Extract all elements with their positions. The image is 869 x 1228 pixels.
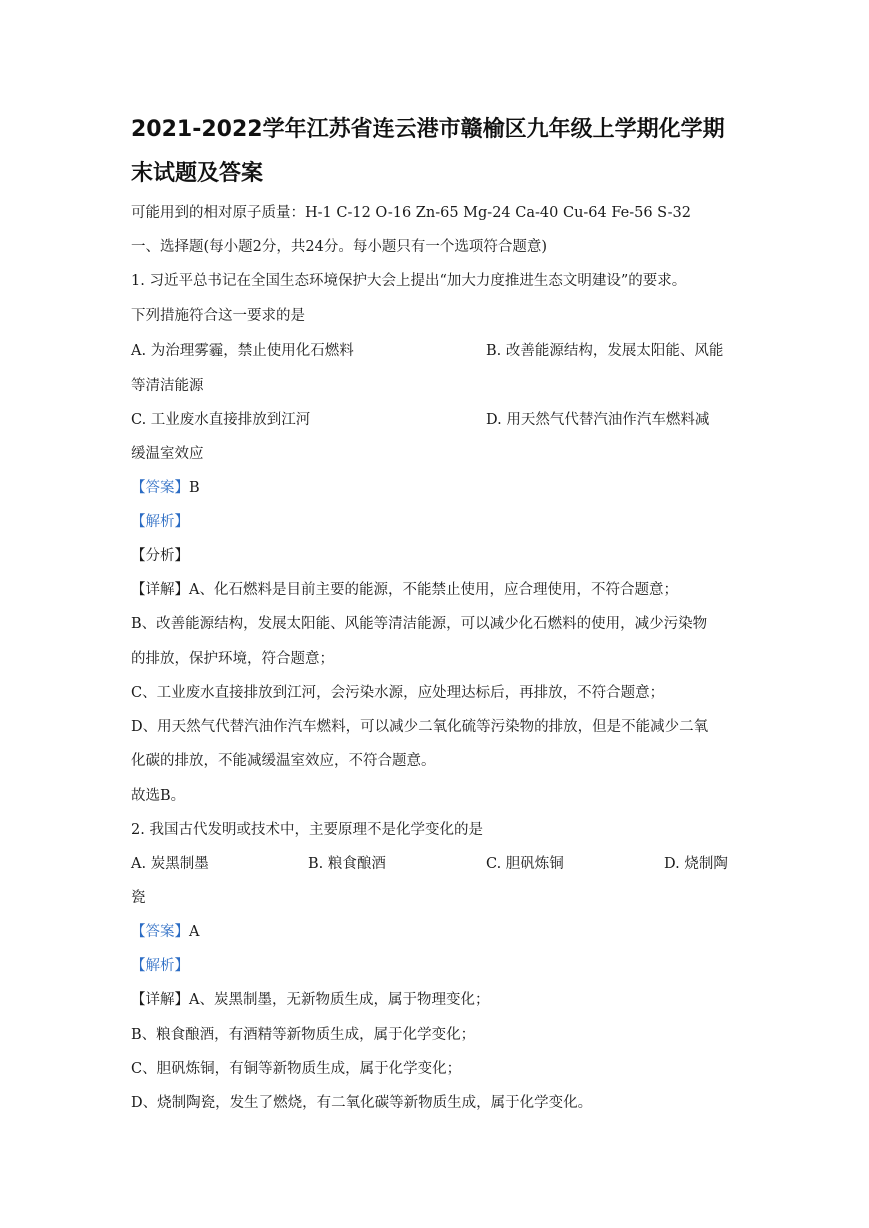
- q1-detail-line3: 的排放，保护环境，符合题意；: [131, 651, 334, 667]
- answer-value: A: [189, 924, 200, 940]
- q2-option-d: D. 烧制陶: [664, 856, 728, 872]
- q2-option-d-cont: 瓷: [131, 890, 146, 906]
- q2-answer: [131, 922, 199, 942]
- q1-fenxi-tag: 【分析】: [131, 548, 189, 564]
- q2-option-c: C. 胆矾炼铜: [486, 856, 564, 872]
- atomic-mass-line: 可能用到的相对原子质量：H-1 C-12 O-16 Zn-65 Mg-24 Ca-40 Cu-64 Fe-56 S-32: [131, 205, 691, 221]
- q1-conclusion: 故选B。: [131, 788, 186, 804]
- q1-option-b-cont: 等清洁能源: [131, 378, 204, 394]
- q2-stem: 2. 我国古代发明或技术中，主要原理不是化学变化的是: [131, 822, 483, 838]
- q1-option-c: C. 工业废水直接排放到江河: [131, 412, 311, 428]
- q1-option-b: B. 改善能源结构，发展太阳能、风能: [486, 343, 724, 359]
- q1-detail-line1: 【详解】A、化石燃料是目前主要的能源，不能禁止使用，应合理使用，不符合题意；: [131, 582, 678, 598]
- q1-detail-line2: B、改善能源结构，发展太阳能、风能等清洁能源，可以减少化石燃料的使用，减少污染物: [131, 616, 708, 632]
- section-heading: 一、选择题(每小题2分，共24分。每小题只有一个选项符合题意): [131, 239, 547, 255]
- q2-analysis-tag: 【解析】: [131, 958, 189, 974]
- q1-option-a: A. 为治理雾霾，禁止使用化石燃料: [131, 343, 354, 359]
- q1-answer: [131, 478, 200, 498]
- q1-stem-line2: 下列措施符合这一要求的是: [131, 308, 305, 324]
- q1-option-d-cont: 缓温室效应: [131, 446, 204, 462]
- answer-value: B: [189, 480, 200, 496]
- q1-detail-line5: D、用天然气代替汽油作汽车燃料，可以减少二氧化硫等污染物的排放，但是不能减少二氧: [131, 719, 709, 735]
- document-title-line2: 末试题及答案: [131, 161, 264, 186]
- q2-option-a: A. 炭黑制墨: [131, 856, 209, 872]
- document-title-line1: 2021-2022学年江苏省连云港市赣榆区九年级上学期化学期: [131, 117, 725, 142]
- q2-detail-line2: B、粮食酿酒，有酒精等新物质生成，属于化学变化；: [131, 1027, 476, 1043]
- q2-detail-line4: D、烧制陶瓷，发生了燃烧，有二氧化碳等新物质生成，属于化学变化。: [131, 1095, 593, 1111]
- answer-tag: 【答案】: [131, 480, 189, 496]
- q1-analysis-tag: 【解析】: [131, 514, 189, 530]
- q2-option-b: B. 粮食酿酒: [308, 856, 386, 872]
- q1-stem-line1: 1. 习近平总书记在全国生态环境保护大会上提出“加大力度推进生态文明建设”的要求。: [131, 273, 687, 289]
- q1-option-d: D. 用天然气代替汽油作汽车燃料减: [486, 412, 710, 428]
- q1-detail-line6: 化碳的排放，不能减缓温室效应，不符合题意。: [131, 753, 436, 769]
- q1-detail-line4: C、工业废水直接排放到江河，会污染水源，应处理达标后，再排放，不符合题意；: [131, 685, 665, 701]
- q2-detail-line3: C、胆矾炼铜，有铜等新物质生成，属于化学变化；: [131, 1061, 462, 1077]
- answer-tag: 【答案】: [131, 924, 189, 940]
- q2-detail-line1: 【详解】A、炭黑制墨，无新物质生成，属于物理变化；: [131, 992, 490, 1008]
